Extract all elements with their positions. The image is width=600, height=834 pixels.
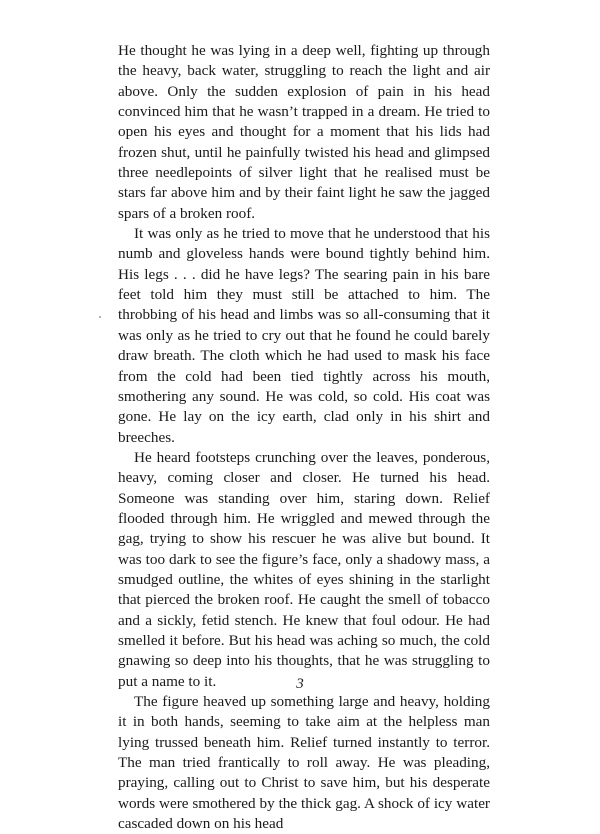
body-text — [118, 41, 490, 834]
paragraph-1: He thought he was lying in a deep well, fighting up through the heavy, back water, struggling to reach the light and air above. Only the sudden explosion of pain in his head convinced him that he wasn’t trapped in a dream. He tried to open his eyes and thought for a moment that his lids had frozen shut, until he painfully twisted his head and glimpsed three needlepoints of silver light that he realised must be stars far above him and by their faint light he saw the jagged spars of a broken roof. — [118, 42, 490, 222]
paragraph-3: He heard footsteps crunching over the leaves, ponderous, heavy, coming closer and closer. He turned his head. Someone was standing over him, staring down. Relief flooded through him. He wriggled and mewed through the gag, trying to show his rescuer he was alive but bound. It was too dark to see the figure’s face, only a shadowy mass, a smudged outline, the whites of eyes shining in the starlight that pierced the broken roof. He caught the smell of tobacco and a sickly, fetid stench. He knew that foul odour. He had smelled it before. But his head was aching so much, the cold gnawing so deep into his thoughts, that he was struggling to put a name to it. — [118, 448, 490, 690]
page-number: 3 — [296, 676, 304, 692]
paragraph-2: It was only as he tried to move that he understood that his numb and gloveless hands were bound tightly behind him. His legs . . . did he have legs? The searing pain in his bare feet told him they must still be attached to him. The throbbing of his head and limbs was so all-consuming that it was only as he tried to cry out that he found he could barely draw breath. The cloth which he had used to mask his face from the cold had been tied tightly across his mouth, smothering any sound. He was cold, so cold. His coat was gone. He lay on the icy earth, clad only in his shirt and breeches. — [118, 225, 490, 446]
margin-speck — [99, 316, 101, 318]
paragraph-4: The figure heaved up something large and heavy, holding it in both hands, seeming to take aim at the helpless man lying trussed beneath him. Relief turned instantly to terror. The man tried frantically to roll away. He was pleading, praying, calling out to Christ to save him, but his desperate words were smothered by the thick gag. A shock of icy water cascaded down on his head — [118, 693, 490, 833]
